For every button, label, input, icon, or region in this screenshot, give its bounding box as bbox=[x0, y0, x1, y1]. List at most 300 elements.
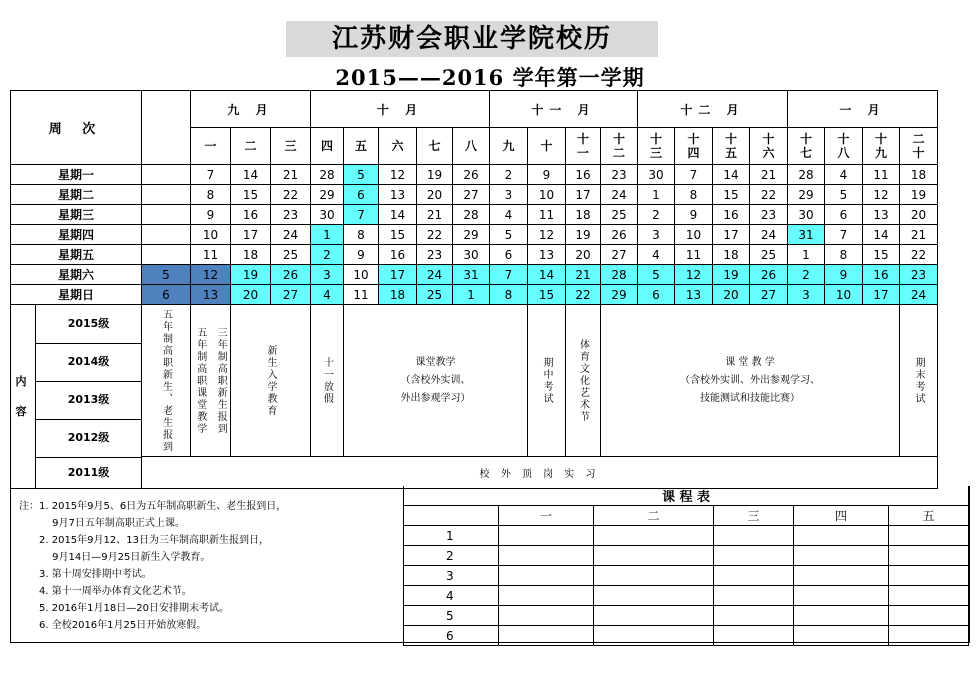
schedule-col-header: 四 bbox=[794, 506, 889, 526]
schedule-cell bbox=[794, 566, 889, 586]
date-cell: 1 bbox=[453, 285, 490, 305]
schedule-cell bbox=[594, 566, 714, 586]
date-cell: 16 bbox=[379, 245, 417, 265]
col-b2-text: 三年制高职新生报到 bbox=[215, 326, 227, 435]
col-c-cell bbox=[231, 305, 311, 457]
date-cell: 24 bbox=[417, 265, 453, 285]
pre-cell bbox=[142, 225, 191, 245]
date-cell: 1 bbox=[638, 185, 675, 205]
date-cell: 3 bbox=[311, 265, 344, 285]
date-cell: 27 bbox=[750, 285, 788, 305]
date-cell: 14 bbox=[528, 265, 566, 285]
week-number-label: 六 bbox=[391, 139, 404, 153]
date-cell: 13 bbox=[379, 185, 417, 205]
schedule-row bbox=[404, 626, 969, 646]
month-header: 十 月 bbox=[311, 91, 490, 128]
schedule-cell bbox=[889, 546, 969, 566]
date-cell: 10 bbox=[825, 285, 863, 305]
date-cell: 13 bbox=[675, 285, 713, 305]
week-header-label: 周 次 bbox=[11, 91, 142, 165]
col-b-wrap bbox=[191, 327, 230, 435]
period-number: 3 bbox=[404, 566, 499, 586]
schedule-cell bbox=[889, 526, 969, 546]
week-number bbox=[900, 128, 938, 165]
col-e-line: 课堂教学 bbox=[415, 356, 456, 368]
date-cell: 17 bbox=[231, 225, 271, 245]
date-cell: 23 bbox=[271, 205, 311, 225]
date-cell: 3 bbox=[788, 285, 825, 305]
month-header: 一 月 bbox=[788, 91, 938, 128]
grade-label: 2013级 bbox=[36, 381, 141, 420]
schedule-cell bbox=[889, 566, 969, 586]
day-label: 星期五 bbox=[11, 245, 142, 265]
note-line: 5. 2016年1月18日—20日安排期末考试。 bbox=[19, 603, 229, 614]
grade-label: 2011级 bbox=[67, 466, 110, 479]
col-i-text: 期末考试 bbox=[913, 356, 924, 405]
grade-list bbox=[35, 305, 141, 488]
date-cell: 13 bbox=[191, 285, 231, 305]
schedule-cell bbox=[794, 546, 889, 566]
date-cell: 20 bbox=[566, 245, 601, 265]
schedule-cell bbox=[794, 526, 889, 546]
date-cell: 5 bbox=[344, 165, 379, 185]
date-cell: 22 bbox=[417, 225, 453, 245]
date-cell: 23 bbox=[601, 165, 638, 185]
date-cell: 27 bbox=[271, 285, 311, 305]
schedule-col-header: 五 bbox=[889, 506, 969, 526]
date-cell: 5 bbox=[490, 225, 528, 245]
schedule-cell bbox=[499, 606, 594, 626]
date-cell: 4 bbox=[311, 285, 344, 305]
date-cell: 8 bbox=[490, 285, 528, 305]
col-h-line: 课 堂 教 学 bbox=[725, 356, 775, 368]
date-cell: 21 bbox=[750, 165, 788, 185]
week-number-label: 十 bbox=[540, 139, 553, 153]
date-cell: 25 bbox=[417, 285, 453, 305]
date-cell: 5 bbox=[638, 265, 675, 285]
date-cell: 11 bbox=[344, 285, 379, 305]
week-number bbox=[528, 128, 566, 165]
date-cell: 10 bbox=[675, 225, 713, 245]
date-cell: 26 bbox=[750, 265, 788, 285]
week-number bbox=[825, 128, 863, 165]
week-number-label: 十七 bbox=[799, 132, 812, 160]
page-title: 江苏财会职业学院校历 bbox=[286, 21, 658, 57]
week-number bbox=[713, 128, 750, 165]
week-number-label: 五 bbox=[354, 139, 367, 153]
date-cell: 17 bbox=[863, 285, 900, 305]
schedule-row bbox=[404, 546, 969, 566]
schedule-header-row bbox=[404, 506, 969, 526]
date-cell: 14 bbox=[379, 205, 417, 225]
date-cell: 19 bbox=[713, 265, 750, 285]
date-cell: 8 bbox=[344, 225, 379, 245]
month-header: 九 月 bbox=[191, 91, 311, 128]
week-number-label: 二 bbox=[244, 139, 257, 153]
col-f-cell bbox=[528, 305, 566, 457]
date-cell: 24 bbox=[271, 225, 311, 245]
col-f-text: 期中考试 bbox=[541, 356, 552, 405]
date-cell: 18 bbox=[713, 245, 750, 265]
week-number-label: 四 bbox=[320, 139, 333, 153]
week-number-label: 三 bbox=[284, 139, 297, 153]
month-header: 十一 月 bbox=[490, 91, 638, 128]
date-cell: 6 bbox=[638, 285, 675, 305]
week-number-label: 十九 bbox=[874, 132, 887, 160]
col-g-text: 体育文化艺术节 bbox=[577, 338, 589, 423]
day-label: 星期三 bbox=[11, 205, 142, 225]
day-label: 星期日 bbox=[11, 285, 142, 305]
schedule-cell bbox=[714, 546, 794, 566]
schedule-row bbox=[404, 566, 969, 586]
col-h-line: （含校外实训、外出参观学习、 bbox=[680, 374, 820, 386]
date-cell: 7 bbox=[825, 225, 863, 245]
note-line: 6. 全校2016年1月25日开始放寒假。 bbox=[19, 620, 207, 631]
date-cell: 22 bbox=[566, 285, 601, 305]
schedule-cell bbox=[499, 626, 594, 646]
week-number bbox=[453, 128, 490, 165]
date-cell: 28 bbox=[601, 265, 638, 285]
pre-cell bbox=[142, 245, 191, 265]
date-cell: 21 bbox=[271, 165, 311, 185]
date-cell: 16 bbox=[566, 165, 601, 185]
content-label-cell bbox=[11, 305, 142, 489]
col-g-cell bbox=[566, 305, 601, 457]
date-cell: 25 bbox=[271, 245, 311, 265]
date-cell: 21 bbox=[417, 205, 453, 225]
date-cell: 12 bbox=[863, 185, 900, 205]
grade-label: 2014级 bbox=[36, 343, 141, 382]
day-label: 星期一 bbox=[11, 165, 142, 185]
date-cell: 23 bbox=[417, 245, 453, 265]
schedule-cell bbox=[889, 586, 969, 606]
week-number bbox=[379, 128, 417, 165]
date-cell: 4 bbox=[490, 205, 528, 225]
schedule-col-header: 二 bbox=[594, 506, 714, 526]
period-number: 1 bbox=[404, 526, 499, 546]
date-cell: 20 bbox=[900, 205, 938, 225]
date-cell: 18 bbox=[379, 285, 417, 305]
schedule-cell bbox=[594, 626, 714, 646]
col-a-cell bbox=[142, 305, 191, 457]
date-cell: 19 bbox=[566, 225, 601, 245]
date-cell: 10 bbox=[191, 225, 231, 245]
date-cell: 3 bbox=[490, 185, 528, 205]
date-cell: 23 bbox=[750, 205, 788, 225]
date-cell: 27 bbox=[601, 245, 638, 265]
date-cell: 27 bbox=[453, 185, 490, 205]
day-label: 星期二 bbox=[11, 185, 142, 205]
week-number bbox=[638, 128, 675, 165]
internship-cell: 校 外 顶 岗 实 习 bbox=[142, 457, 938, 489]
week-number bbox=[863, 128, 900, 165]
date-cell: 6 bbox=[490, 245, 528, 265]
date-cell: 11 bbox=[675, 245, 713, 265]
date-cell: 25 bbox=[601, 205, 638, 225]
date-cell: 7 bbox=[344, 205, 379, 225]
week-number bbox=[490, 128, 528, 165]
date-cell: 22 bbox=[900, 245, 938, 265]
schedule-title-row bbox=[404, 486, 969, 506]
schedule-col-header: 一 bbox=[499, 506, 594, 526]
schedule-row bbox=[404, 606, 969, 626]
schedule-cell bbox=[594, 526, 714, 546]
date-cell: 29 bbox=[453, 225, 490, 245]
date-cell: 19 bbox=[900, 185, 938, 205]
date-cell: 16 bbox=[863, 265, 900, 285]
date-cell: 15 bbox=[231, 185, 271, 205]
schedule-cell bbox=[714, 606, 794, 626]
date-cell: 1 bbox=[788, 245, 825, 265]
date-cell: 11 bbox=[863, 165, 900, 185]
day-row bbox=[11, 165, 938, 185]
col-a-text: 五年制高职新生、老生报到 bbox=[160, 308, 172, 453]
date-cell: 25 bbox=[750, 245, 788, 265]
date-cell: 30 bbox=[638, 165, 675, 185]
col-b-cell bbox=[191, 305, 231, 457]
date-cell: 13 bbox=[528, 245, 566, 265]
date-cell: 14 bbox=[863, 225, 900, 245]
grade-row bbox=[11, 457, 938, 489]
date-cell: 20 bbox=[713, 285, 750, 305]
date-cell: 20 bbox=[231, 285, 271, 305]
date-cell: 28 bbox=[311, 165, 344, 185]
week-number bbox=[566, 128, 601, 165]
content-label: 内容 bbox=[15, 374, 27, 418]
date-cell: 14 bbox=[231, 165, 271, 185]
week-number bbox=[191, 128, 231, 165]
week-number-label: 十八 bbox=[837, 132, 850, 160]
date-cell: 6 bbox=[344, 185, 379, 205]
pre-cell bbox=[142, 205, 191, 225]
schedule-cell bbox=[594, 606, 714, 626]
date-cell: 23 bbox=[900, 265, 938, 285]
date-cell: 12 bbox=[528, 225, 566, 245]
day-row bbox=[11, 205, 938, 225]
schedule-cell bbox=[594, 586, 714, 606]
week-number bbox=[788, 128, 825, 165]
schedule-cell bbox=[499, 526, 594, 546]
week-number bbox=[231, 128, 271, 165]
date-cell: 9 bbox=[825, 265, 863, 285]
date-cell: 2 bbox=[788, 265, 825, 285]
date-cell: 2 bbox=[638, 205, 675, 225]
date-cell: 26 bbox=[271, 265, 311, 285]
week-number-label: 八 bbox=[464, 139, 477, 153]
schedule-cell bbox=[714, 526, 794, 546]
pre-cell: 5 bbox=[142, 265, 191, 285]
week-number bbox=[675, 128, 713, 165]
date-cell: 4 bbox=[638, 245, 675, 265]
col-i-cell bbox=[900, 305, 938, 457]
col-h-cell bbox=[601, 305, 900, 457]
pre-cell: 6 bbox=[142, 285, 191, 305]
col-c-text: 新生入学教育 bbox=[265, 344, 276, 417]
date-cell: 12 bbox=[379, 165, 417, 185]
note-line: 3. 第十周安排期中考试。 bbox=[19, 569, 152, 580]
date-cell: 14 bbox=[713, 165, 750, 185]
date-cell: 11 bbox=[528, 205, 566, 225]
note-line: 2. 2015年9月12、13日为三年制高职新生报到日， bbox=[19, 535, 269, 546]
week-number-label: 十六 bbox=[762, 132, 775, 160]
date-cell: 24 bbox=[601, 185, 638, 205]
schedule-corner bbox=[404, 506, 499, 526]
date-cell: 5 bbox=[825, 185, 863, 205]
grade-label: 2015级 bbox=[36, 305, 141, 344]
week-number-label: 十五 bbox=[724, 132, 737, 160]
pre-cell bbox=[142, 165, 191, 185]
note-line: 注：1. 2015年9月5、6日为五年制高职新生、老生报到日， bbox=[19, 501, 287, 512]
week-number-label: 一 bbox=[204, 139, 217, 153]
week-number-label: 十四 bbox=[687, 132, 700, 160]
period-number: 6 bbox=[404, 626, 499, 646]
date-cell: 28 bbox=[453, 205, 490, 225]
col-d-cell bbox=[311, 305, 344, 457]
grade-label: 2012级 bbox=[36, 419, 141, 458]
month-row bbox=[11, 91, 938, 128]
schedule-cell bbox=[499, 546, 594, 566]
date-cell: 21 bbox=[900, 225, 938, 245]
date-cell: 7 bbox=[490, 265, 528, 285]
period-number: 2 bbox=[404, 546, 499, 566]
blank-cell bbox=[142, 91, 191, 165]
day-row bbox=[11, 285, 938, 305]
date-cell: 30 bbox=[453, 245, 490, 265]
week-number-label: 九 bbox=[502, 139, 515, 153]
date-cell: 10 bbox=[344, 265, 379, 285]
week-number-label: 七 bbox=[428, 139, 441, 153]
date-cell: 8 bbox=[825, 245, 863, 265]
date-cell: 2 bbox=[490, 165, 528, 185]
day-label: 星期四 bbox=[11, 225, 142, 245]
note-line: 4. 第十一周举办体育文化艺术节。 bbox=[19, 586, 192, 597]
schedule-cell bbox=[794, 606, 889, 626]
date-cell: 1 bbox=[311, 225, 344, 245]
date-cell: 17 bbox=[713, 225, 750, 245]
date-cell: 29 bbox=[311, 185, 344, 205]
schedule-cell bbox=[714, 626, 794, 646]
date-cell: 26 bbox=[601, 225, 638, 245]
date-cell: 18 bbox=[900, 165, 938, 185]
schedule-cell bbox=[594, 546, 714, 566]
note-line: 9月7日五年制高职正式上课。 bbox=[19, 518, 185, 529]
week-number bbox=[601, 128, 638, 165]
date-cell: 7 bbox=[191, 165, 231, 185]
schedule-cell bbox=[889, 606, 969, 626]
date-cell: 16 bbox=[713, 205, 750, 225]
schedule-row bbox=[404, 526, 969, 546]
date-cell: 9 bbox=[344, 245, 379, 265]
week-number-label: 二十 bbox=[912, 132, 925, 160]
date-cell: 24 bbox=[750, 225, 788, 245]
day-row bbox=[11, 245, 938, 265]
date-cell: 9 bbox=[675, 205, 713, 225]
schedule-cell bbox=[714, 566, 794, 586]
col-b1-text: 五年制高职课堂教学 bbox=[194, 326, 206, 435]
week-number bbox=[311, 128, 344, 165]
date-cell: 30 bbox=[788, 205, 825, 225]
date-cell: 15 bbox=[863, 245, 900, 265]
col-d-text: 十一放假 bbox=[321, 356, 333, 405]
pre-cell bbox=[142, 185, 191, 205]
date-cell: 15 bbox=[528, 285, 566, 305]
date-cell: 2 bbox=[311, 245, 344, 265]
period-number: 4 bbox=[404, 586, 499, 606]
date-cell: 18 bbox=[231, 245, 271, 265]
date-cell: 6 bbox=[825, 205, 863, 225]
date-cell: 3 bbox=[638, 225, 675, 245]
schedule-title: 课 程 表 bbox=[404, 486, 969, 506]
day-row bbox=[11, 185, 938, 205]
day-label: 星期六 bbox=[11, 265, 142, 285]
date-cell: 18 bbox=[566, 205, 601, 225]
schedule-row bbox=[404, 586, 969, 606]
date-cell: 28 bbox=[788, 165, 825, 185]
col-h-line: 技能测试和技能比赛） bbox=[700, 392, 800, 404]
date-cell: 26 bbox=[453, 165, 490, 185]
day-row bbox=[11, 225, 938, 245]
date-cell: 20 bbox=[417, 185, 453, 205]
col-e-cell bbox=[344, 305, 528, 457]
schedule-cell bbox=[794, 626, 889, 646]
date-cell: 8 bbox=[675, 185, 713, 205]
date-cell: 31 bbox=[453, 265, 490, 285]
day-row bbox=[11, 265, 938, 285]
schedule-cell bbox=[499, 566, 594, 586]
date-cell: 31 bbox=[788, 225, 825, 245]
date-cell: 22 bbox=[750, 185, 788, 205]
date-cell: 12 bbox=[191, 265, 231, 285]
period-number: 5 bbox=[404, 606, 499, 626]
schedule-table bbox=[403, 486, 969, 646]
schedule-cell bbox=[794, 586, 889, 606]
date-cell: 16 bbox=[231, 205, 271, 225]
date-cell: 19 bbox=[231, 265, 271, 285]
date-cell: 17 bbox=[566, 185, 601, 205]
date-cell: 29 bbox=[601, 285, 638, 305]
col-e-line: 外出参观学习） bbox=[400, 392, 471, 404]
col-e-line: （含校外实训、 bbox=[400, 374, 471, 386]
date-cell: 30 bbox=[311, 205, 344, 225]
schedule-col-header: 三 bbox=[714, 506, 794, 526]
date-cell: 19 bbox=[417, 165, 453, 185]
date-cell: 11 bbox=[191, 245, 231, 265]
date-cell: 13 bbox=[863, 205, 900, 225]
date-cell: 17 bbox=[379, 265, 417, 285]
schedule-cell bbox=[499, 586, 594, 606]
schedule-cell bbox=[889, 626, 969, 646]
date-cell: 12 bbox=[675, 265, 713, 285]
date-cell: 22 bbox=[271, 185, 311, 205]
date-cell: 24 bbox=[900, 285, 938, 305]
week-number-label: 十一 bbox=[576, 132, 589, 160]
page-subtitle: 2015——2016 学年第一学期 bbox=[335, 65, 645, 90]
date-cell: 8 bbox=[191, 185, 231, 205]
date-cell: 10 bbox=[528, 185, 566, 205]
week-number bbox=[417, 128, 453, 165]
date-cell: 29 bbox=[788, 185, 825, 205]
date-cell: 15 bbox=[713, 185, 750, 205]
week-number-label: 十二 bbox=[612, 132, 625, 160]
week-number bbox=[344, 128, 379, 165]
notes-list bbox=[19, 498, 399, 634]
date-cell: 21 bbox=[566, 265, 601, 285]
date-cell: 4 bbox=[825, 165, 863, 185]
week-number-label: 十三 bbox=[649, 132, 662, 160]
month-header: 十二 月 bbox=[638, 91, 788, 128]
grade-row bbox=[11, 305, 938, 343]
date-cell: 9 bbox=[528, 165, 566, 185]
